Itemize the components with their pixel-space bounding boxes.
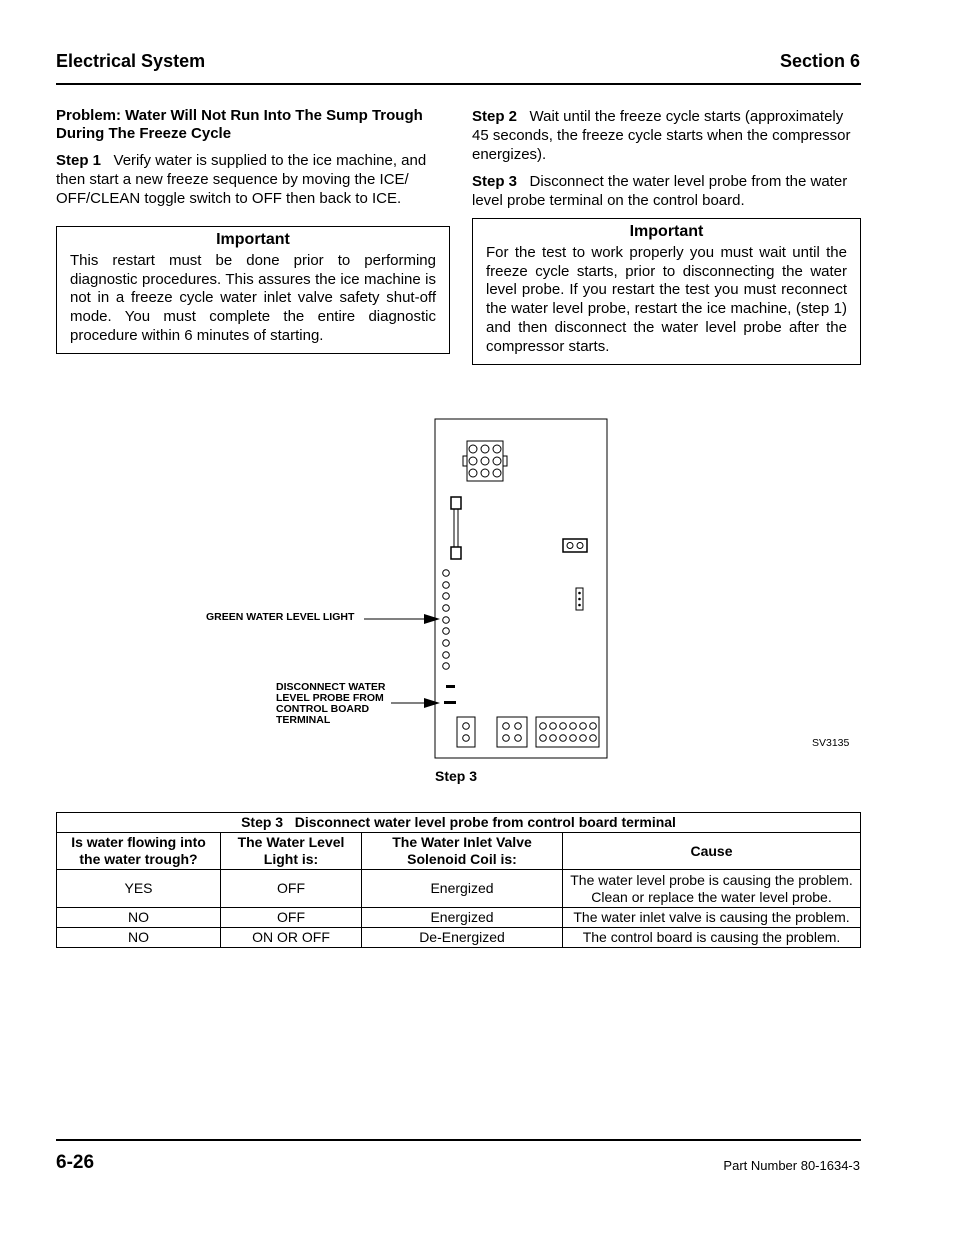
table-header-cell: Is water flowing into the water trough? (57, 833, 221, 870)
step3-text: Disconnect the water level probe from the water level probe terminal on the control board. (472, 173, 848, 209)
important-title-left: Important (216, 231, 290, 248)
table-row (57, 870, 861, 908)
probe-terminal-lower (444, 701, 456, 704)
nine-pin-connector (463, 441, 507, 481)
bottom-connector-2 (497, 717, 527, 747)
bottom-connector-3 (536, 717, 599, 747)
table-cell: De-Energized (362, 928, 563, 948)
important-text-left: This restart must be done prior to performing diagnostic procedures. This assures the ice machine is not in a freeze cycle water inlet valve safety shut-off mode. You must complete the entire diagnostic procedure within 6 minutes of starting. (70, 251, 436, 344)
page-number: 6-26 (56, 1152, 95, 1173)
table-cell: NO (57, 928, 221, 948)
table-title-row (57, 813, 861, 833)
table-cell: Energized (362, 870, 563, 908)
diagnostic-table (56, 812, 861, 948)
table-header-cell: The Water Inlet Valve Solenoid Coil is: (362, 833, 563, 870)
table-header-cell: The Water Level Light is: (221, 833, 362, 870)
table-cell: OFF (221, 870, 362, 908)
section-number: Section 6 (779, 51, 860, 71)
bottom-connector-1 (457, 717, 475, 747)
table-cell: Energized (362, 908, 563, 928)
important-title-right: Important (629, 223, 704, 240)
important-text-right: For the test to work properly you must wait until the freeze cycle starts, prior to disconnecting the water level probe. If you restart the test you must reconnect the water level probe, restart the ice machine, (step 1) and then disconnect the water level probe after the compressor starts. (486, 243, 847, 355)
part-number: Part Number 80-1634-3 (723, 1158, 860, 1173)
table-cell: The control board is causing the problem. (563, 928, 861, 948)
two-pin-connector (563, 539, 587, 552)
label-disconnect-line: TERMINAL (276, 714, 331, 726)
section-title: Electrical System (56, 51, 206, 71)
step1-text: Verify water is supplied to the ice machine, and then start a new freeze sequence by moving the ICE/ OFF/CLEAN toggle switch to OFF then back to ICE. (56, 152, 427, 207)
label-green-water-level-light: GREEN WATER LEVEL LIGHT (206, 611, 355, 623)
three-pin-header (576, 588, 583, 610)
probe-terminal-upper (446, 685, 455, 688)
fuse (451, 497, 461, 559)
table-header-cell: Cause (563, 833, 861, 870)
led-column (443, 570, 450, 670)
table-cell: OFF (221, 908, 362, 928)
table-cell: The water inlet valve is causing the problem. (563, 908, 861, 928)
step3-label: Step 3 (472, 173, 518, 190)
arrow-disconnect-probe (391, 698, 440, 708)
table-cell: NO (57, 908, 221, 928)
step2-label: Step 2 (472, 108, 518, 125)
label-disconnect-probe (276, 682, 385, 726)
table-row (57, 908, 861, 928)
step2-text: Wait until the freeze cycle starts (approximately 45 seconds, the freeze cycle starts when the compressor energizes). (472, 108, 851, 163)
table-cell: The water level probe is causing the problem. Clean or replace the water level probe. (563, 870, 861, 908)
table-title: Step 3 Disconnect water level probe from control board terminal (57, 813, 861, 833)
table-row (57, 928, 861, 948)
arrow-green-light (364, 614, 440, 624)
figure-code: SV3135 (812, 737, 850, 749)
footer-rule (56, 1139, 861, 1141)
problem-title: Problem: Water Will Not Run Into The Sump Trough During The Freeze Cycle (56, 107, 423, 142)
figure-caption: Step 3 (435, 768, 478, 784)
label-disconnect-line: LEVEL PROBE FROM (276, 692, 384, 704)
table-cell: YES (57, 870, 221, 908)
step1-label: Step 1 (56, 152, 102, 169)
label-disconnect-line: CONTROL BOARD (276, 703, 370, 715)
label-disconnect-line: DISCONNECT WATER (276, 681, 386, 693)
table-header-row (57, 833, 861, 870)
table-cell: ON OR OFF (221, 928, 362, 948)
